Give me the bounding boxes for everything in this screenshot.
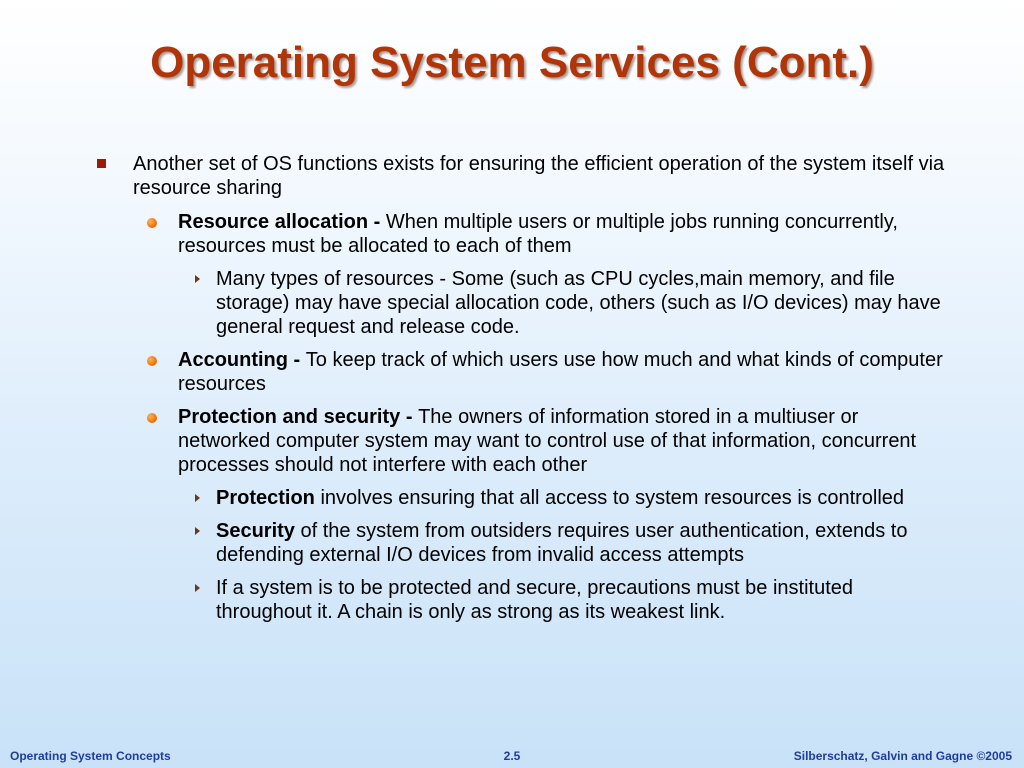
- slide-title: Operating System Services (Cont.): [150, 38, 874, 87]
- bullet-text: Another set of OS functions exists for ensuring the efficient operation of the system itself via resource sharing: [133, 153, 945, 199]
- bullet-text: If a system is to be protected and secure, precautions must be instituted throughout it. A chain is only as strong as its weakest link.: [216, 577, 854, 623]
- bullet-text: of the system from outsiders requires user authentication, extends to defending external I/O devices from invalid access attempts: [216, 520, 908, 566]
- circle-bullet-icon: [147, 413, 157, 423]
- bullet-text: involves ensuring that all access to system resources is controlled: [314, 487, 905, 509]
- bullet-resource-allocation: [95, 210, 945, 258]
- bullet-text: The owners of information stored in a multiuser or networked computer system may want to control use of that information, concurrent processes should not interfere with each other: [178, 406, 917, 476]
- triangle-bullet-icon: [195, 584, 200, 592]
- square-bullet-icon: [97, 159, 106, 168]
- bullet-heading: Security: [216, 520, 295, 542]
- bullet-heading: Accounting -: [178, 349, 306, 371]
- bullet-protection-security: [95, 405, 945, 477]
- bullet-text: Many types of resources - Some (such as CPU cycles,main memory, and file storage) may have special allocation code, others (such as I/O devices) may have general request and release code.: [216, 268, 941, 338]
- circle-bullet-icon: [147, 356, 157, 366]
- footer-course-title: Operating System Concepts: [10, 749, 171, 763]
- bullet-level1: [95, 152, 945, 200]
- bullet-security: [95, 519, 945, 567]
- bullet-weakest-link: [95, 576, 945, 624]
- bullet-text: To keep track of which users use how much and what kinds of computer resources: [178, 349, 943, 395]
- footer-slide-number: 2.5: [503, 749, 521, 763]
- triangle-bullet-icon: [195, 527, 200, 535]
- circle-bullet-icon: [147, 218, 157, 228]
- slide-body: [95, 152, 945, 633]
- bullet-text: When multiple users or multiple jobs running concurrently, resources must be allocated to each of them: [178, 211, 898, 257]
- bullet-heading: Protection and security -: [178, 406, 419, 428]
- bullet-resource-types: [95, 267, 945, 339]
- bullet-heading: Protection: [216, 487, 315, 509]
- bullet-protection: [95, 486, 945, 510]
- footer-copyright: Silberschatz, Galvin and Gagne ©2005: [793, 749, 1012, 763]
- triangle-bullet-icon: [195, 494, 200, 502]
- bullet-accounting: [95, 348, 945, 396]
- bullet-heading: Resource allocation -: [178, 211, 386, 233]
- triangle-bullet-icon: [195, 275, 200, 283]
